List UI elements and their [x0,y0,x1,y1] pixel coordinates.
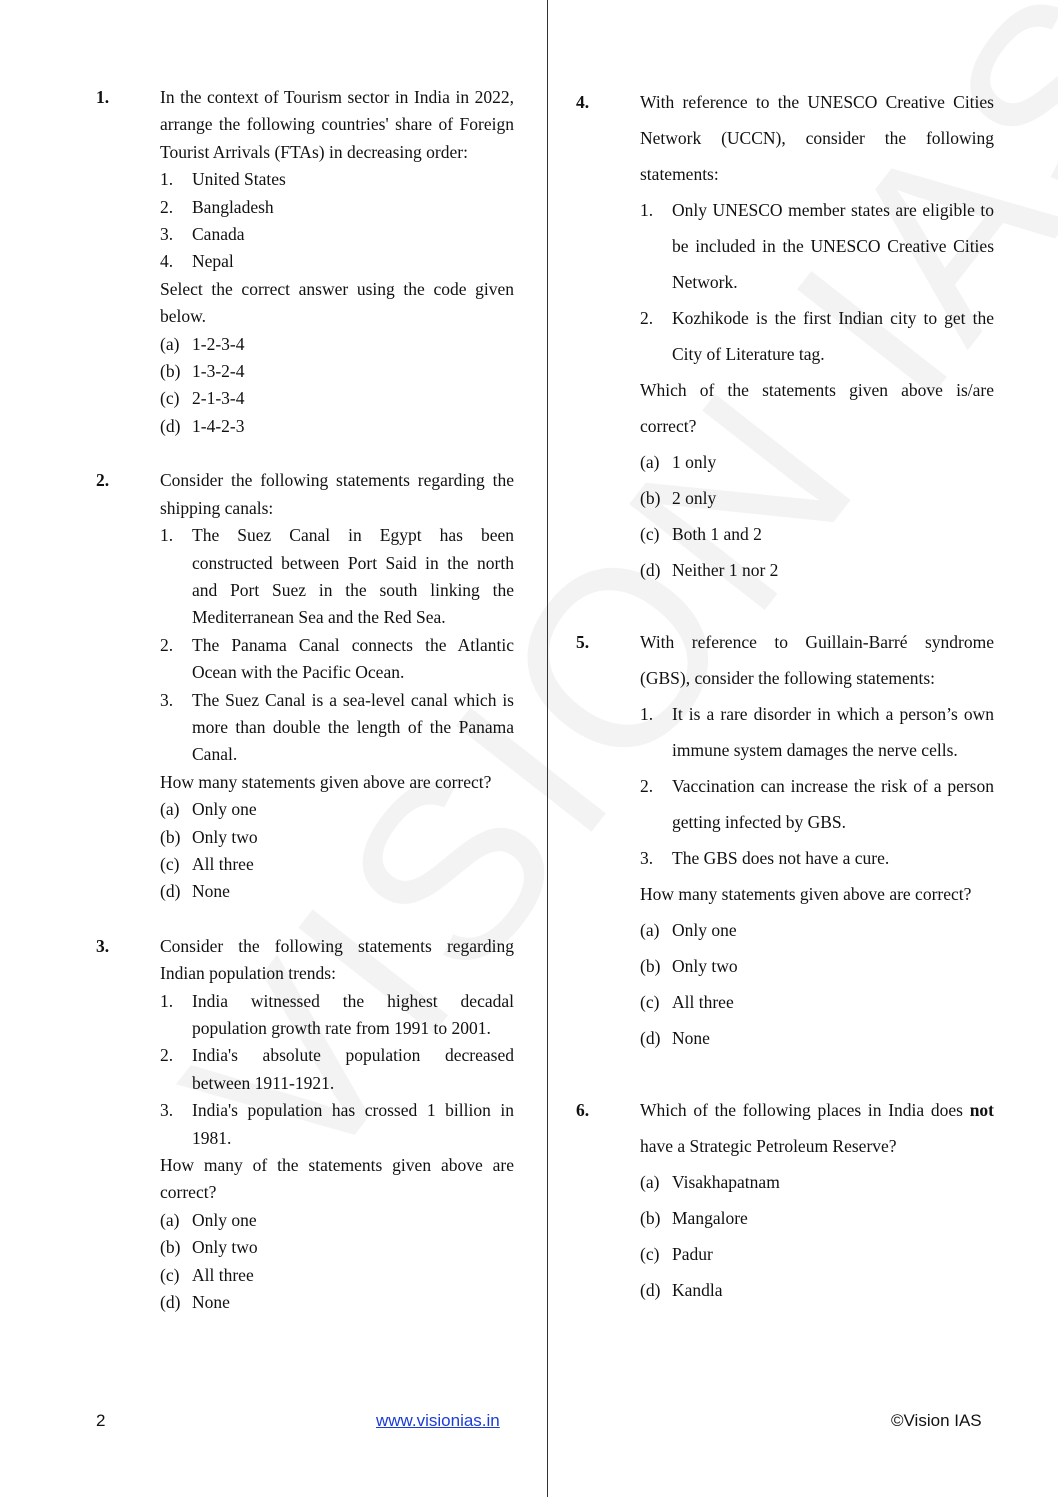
question-prompt: How many of the statements given above are correct? [160,1155,514,1203]
answer-option: (b) Only two [160,826,258,847]
list-item: 3. India's population has crossed 1 billion in 1981. [160,1100,514,1148]
left-column [96,84,514,1316]
answer-option: (c) All three [640,992,734,1012]
answer-option: (a) Visakhapatnam [640,1172,780,1192]
list-item: 3. Canada [160,224,245,245]
answer-option: (a) Only one [160,799,257,820]
list-item: 4. Nepal [160,251,234,272]
copyright: ©Vision IAS [891,1411,982,1430]
answer-option: (d) Neither 1 nor 2 [640,560,779,580]
answer-option: (b) Only two [640,956,738,976]
answer-option: (c) 2-1-3-4 [160,388,245,409]
answer-option: (c) Both 1 and 2 [640,524,762,544]
answer-option: (d) None [640,1028,710,1048]
question-number: 6. [576,1100,590,1120]
question-text: With reference to the UNESCO Creative Cities Network (UCCN), consider the following statements: [640,92,994,184]
answer-option: (c) Padur [640,1244,713,1264]
right-column [576,84,994,1308]
list-item: 2. The Panama Canal connects the Atlantic Ocean with the Pacific Ocean. [160,634,514,683]
answer-option: (b) Only two [160,1237,258,1258]
answer-option: (b) 2 only [640,488,717,508]
question-text: Consider the following statements regarding the shipping canals: [160,470,514,518]
question-text: Consider the following statements regarding Indian population trends: [160,935,514,984]
list-item: 2. Vaccination can increase the risk of a person getting infected by GBS. [640,776,994,832]
list-item: 1. India witnessed the highest decadal population growth rate from 1991 to 2001. [160,990,514,1038]
question-prompt: Which of the statements given above is/are correct? [640,380,994,436]
answer-option: (a) 1 only [640,452,717,472]
question-number: 4. [576,92,590,112]
answer-option: (b) 1-3-2-4 [160,361,245,382]
answer-option: (c) All three [160,1264,254,1285]
question-text: With reference to Guillain-Barré syndrome (GBS), consider the following statements: [640,632,994,688]
answer-option: (c) All three [160,853,254,874]
question-prompt: How many statements given above are correct? [160,771,492,792]
list-item: 2. India's absolute population decreased between 1911-1921. [160,1045,514,1093]
question-6 [576,1092,994,1308]
answer-option: (a) Only one [160,1209,257,1230]
question-4 [576,84,994,588]
column-divider [547,0,548,1497]
question-5 [576,624,994,1056]
emphasis-not: not [969,1100,995,1120]
answer-option: (d) Kandla [640,1280,723,1300]
list-item: 1. Only UNESCO member states are eligible to be included in the UNESCO Creative Cities Network. [640,200,994,292]
page-number: 2 [96,1411,106,1430]
list-item: 1. The Suez Canal in Egypt has been constructed between Port Said in the north and Port Suez in the south linking the Mediterranean Sea and the Red Sea. [160,525,514,628]
list-item: 2. Kozhikode is the first Indian city to get the City of Literature tag. [640,308,994,364]
question-text: Which of the following places in India does not have a Strategic Petroleum Reserve? [640,1100,995,1156]
question-text: In the context of Tourism sector in India in 2022, arrange the following countries' share of Foreign Tourist Arrivals (FTAs) in decreasing order: [160,87,514,162]
question-number: 5. [576,632,590,652]
question-number: 3. [96,935,110,956]
question-number: 2. [96,470,110,491]
answer-option: (d) 1-4-2-3 [160,415,245,436]
question-2 [96,467,514,906]
question-prompt: Select the correct answer using the code given below. [160,278,514,327]
question-number: 1. [96,87,110,107]
list-item: 3. The GBS does not have a cure. [640,848,890,868]
list-item: 1. It is a rare disorder in which a person’s own immune system damages the nerve cells. [640,704,994,760]
answer-option: (d) None [160,1292,230,1313]
answer-option: (d) None [160,881,230,902]
list-item: 3. The Suez Canal is a sea-level canal which is more than double the length of the Panama Canal. [160,689,514,765]
answer-option: (a) 1-2-3-4 [160,333,245,354]
list-item: 1. United States [160,169,286,190]
website-link[interactable]: www.visionias.in [376,1411,500,1430]
answer-option: (b) Mangalore [640,1208,748,1228]
answer-option: (a) Only one [640,920,737,940]
list-item: 2. Bangladesh [160,196,274,217]
question-3 [96,933,514,1317]
question-1 [96,84,514,440]
question-prompt: How many statements given above are correct? [640,884,972,904]
